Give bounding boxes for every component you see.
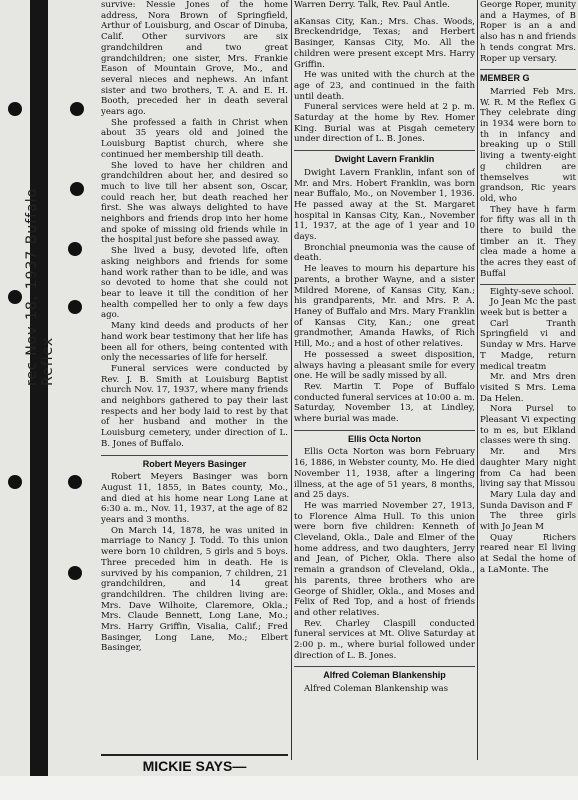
obituary-paragraph: He leaves to mourn his departure his parents, a brother Wayne, and a sister Mildred Morene, of Kansas City, Kan.; his grandparents, Mr. and Mrs. P. A. Haney of Buffalo and Mrs. Mary Franklin of Kansas City, Kan.; one great grandmother, Amanda Hawks, of Rich Hill, Mo.; and a host of other relatives. — [294, 264, 475, 350]
obituary-heading: Ellis Octa Norton — [294, 430, 475, 445]
news-paragraph: Mr. and Mrs daughter Mary night from Ca had been living say that Missou — [480, 447, 576, 490]
obituary-paragraph: Rev. Martin T. Pope of Buffalo conducted funeral services at 10:00 a. m. Saturday, November 13, at Lindley, where burial was made. — [294, 381, 475, 425]
obituary-paragraph: Rev. Charley Claspill conducted funeral services at Mt. Olive Saturday at 2:00 p. m., where burial followed under direction of L. B. Jones. — [294, 618, 475, 661]
obituary-paragraph: He possessed a sweet disposition, always having a pleasant smile for every one. He will be sadly missed by all. — [294, 349, 475, 382]
punch-hole — [68, 566, 82, 580]
obituary-paragraph: Funeral services were held at 2 p. m. Saturday at the home by Rev. Homer King. Burial was at Pisgah cemetery under direction of L. B. Jones. — [294, 102, 475, 145]
punch-hole — [70, 182, 84, 196]
punch-hole — [70, 102, 84, 116]
obituary-paragraph: He was married November 27, 1913, to Florence Alma Hull. To this union were born five children: Kenneth of Cleveland, Okla., Dale and Elmer of the home address, and two daughters, Jerry and Jean, of Picher, Okla. There also remain a grandson of Cleveland, Okla., his parents, three brothers who are George of Shidler, Okla., and Moses and Felix of Red Top, and a host of friends and other relatives. — [294, 500, 475, 618]
punch-hole — [8, 102, 22, 116]
section-divider — [480, 284, 576, 285]
obituary-paragraph: Funeral services were conducted by Rev. J. B. Smith at Louisburg Baptist church Nov. 17, 1937, where many friends and neighbors gathered to pay their last respects and her body laid to rest by that of her husband and mother in the Louisburg cemetery, under direction of L. B. Jones of Buffalo. — [101, 363, 288, 449]
obituary-paragraph: Many kind deeds and products of her hand work bear testimony that her life has been all for others, being contented with only the necessaries of life for herself. — [101, 321, 288, 364]
mickie-says-header: MICKIE SAYS— — [101, 754, 288, 774]
column-1 — [101, 0, 288, 758]
news-paragraph: Married Feb Mrs. W. R. M the Reflex G They celebrate ding in 1934 were born to th in infancy and breaking up o Still living a twenty-eight g children are themselves wit grandson, Ric years old, who — [480, 86, 576, 204]
obituary-paragraph: survive: Nessie Jones of the home address, Nora Brown of Springfield, Arthur of Louisburg, and Oscar of Dinuba, Calif. Other survivors are six grandchildren and two great grandchildren; one sister, Mrs. Frankie Eason of Mountain Grove, Mo., and several nieces and nephews. An infant sister and two brothers, T. A. and E. H. Booth, preceded her in death several years ago. — [101, 0, 288, 118]
handwritten-margin-note: rec Nov 18, 1937 Buffalo Reflex — [24, 187, 56, 386]
news-paragraph: The three girls with Jo Jean M — [480, 511, 576, 533]
news-paragraph: Jo Jean Mc the past week but is better a — [480, 297, 576, 318]
news-paragraph: Mr. and Mrs dren visited S Mrs. Lema Da Helen. — [480, 372, 576, 404]
column-rule — [291, 0, 292, 760]
obituary-paragraph: She lived a busy, devoted life, often asking neighbors and friends for some hand work rather than to be idle, and was so devoted to home that she could not bear to leave it till the condition of her health compelled her to only a few days ago. — [101, 246, 288, 321]
news-paragraph: Nora Pursel to Pleasant Vi expecting to m es, but Elkland classes were th sing. — [480, 404, 576, 447]
obituary-paragraph: She loved to have her children and grandchildren about her, and desired so much to live till her absent son, Oscar, could reach her, but death reached her first. She was always delighted to have neighbors and friends drop into her home and spoke of missing old friends while in the hospital just before she passed away. — [101, 160, 288, 246]
punch-hole — [68, 300, 82, 314]
punch-hole — [8, 290, 22, 304]
obituary-paragraph: On March 14, 1878, he was united in marriage to Nancy J. Todd. To this union were born 10 children, 5 girls and 5 boys. Three preceded him in death. He is survived by his companion, 7 children, 21 grandchildren, and 14 great grandchildren. The children living are: Mrs. Dave Wilhoite, Claremore, Okla.; Mrs. Claude Bennett, Long Lane, Mo.; Mrs. Harry Griffin, Visalia, Calif.; Fred Basinger, Long Lane, Mo.; Elbert Basinger, — [101, 525, 288, 654]
column-2 — [294, 0, 475, 758]
obituary-paragraph: Warren Derry. Talk, Rev. Paul Antle. — [294, 0, 450, 10]
punch-hole — [8, 475, 22, 489]
column-3 — [480, 0, 576, 758]
news-paragraph: Mary Lula day and Sunda Davison and F — [480, 489, 576, 511]
news-paragraph: Carl Tranth Springfield vi and Sunday w Mrs. Harve T Madge, return medical treatm — [480, 318, 576, 372]
obituary-paragraph: He was united with the church at the age of 23, and continued in the faith until death. — [294, 70, 475, 102]
scan-bottom-margin — [0, 776, 578, 800]
news-paragraph: Eighty-seve school. — [490, 286, 575, 297]
obituary-paragraph: Robert Meyers Basinger was born August 11, 1855, in Bates county, Mo., and died at his home near Long Lane at 6:30 a. m., Nov. 11, 1937, at the age of 82 years and 3 months. — [101, 472, 288, 526]
punch-hole — [68, 475, 82, 489]
obituary-paragraph: Dwight Lavern Franklin, infant son of Mr. and Mrs. Hobert Franklin, was born near Buffalo, Mo., on November 1, 1936. He passed away at the St. Margaret hospital in Kansas City, Kan., November 11, 1937, at the age of 1 year and 10 days. — [294, 167, 475, 243]
obituary-paragraph: aKansas City, Kan.; Mrs. Chas. Woods, Breckendridge, Texas; and Herbert Basinger, Kansas City, Mo. All the children were present except Mrs. Harry Griffin. — [294, 16, 475, 70]
column-rule — [477, 0, 478, 760]
obituary-paragraph: Bronchial pneumonia was the cause of death. — [294, 242, 475, 264]
obituary-paragraph: Ellis Octa Norton was born February 16, 1886, in Webster county, Mo. He died November 11, 1938, after a lingering illness, at the age of 51 years, 8 months, and 25 days. — [294, 447, 475, 501]
obituary-heading: Robert Meyers Basinger — [101, 455, 288, 470]
obituary-heading: Dwight Lavern Franklin — [294, 150, 475, 165]
binding-fold — [30, 0, 48, 800]
news-paragraph: They have h farm for fifty was all in th there to build the timber an it. They clea made a home a the acres they east of Buffal — [480, 204, 576, 279]
news-paragraph: Quay Richers reared near El living at Sedal the home of a LaMonte. The — [480, 532, 576, 575]
obituary-heading: Alfred Coleman Blankenship — [294, 666, 475, 681]
obituary-paragraph: Alfred Coleman Blankenship was — [304, 684, 449, 695]
punch-hole — [68, 242, 82, 256]
news-paragraph: George Roper, munity and a Haymes, of B Roper is an a and also has n and friends h tends congrat Mrs. Roper up versary. — [480, 0, 576, 64]
news-heading: MEMBER G — [480, 69, 576, 84]
obituary-paragraph: She professed a faith in Christ when about 35 years old and joined the Louisburg Baptist church, where she continued her membership till death. — [101, 117, 288, 160]
